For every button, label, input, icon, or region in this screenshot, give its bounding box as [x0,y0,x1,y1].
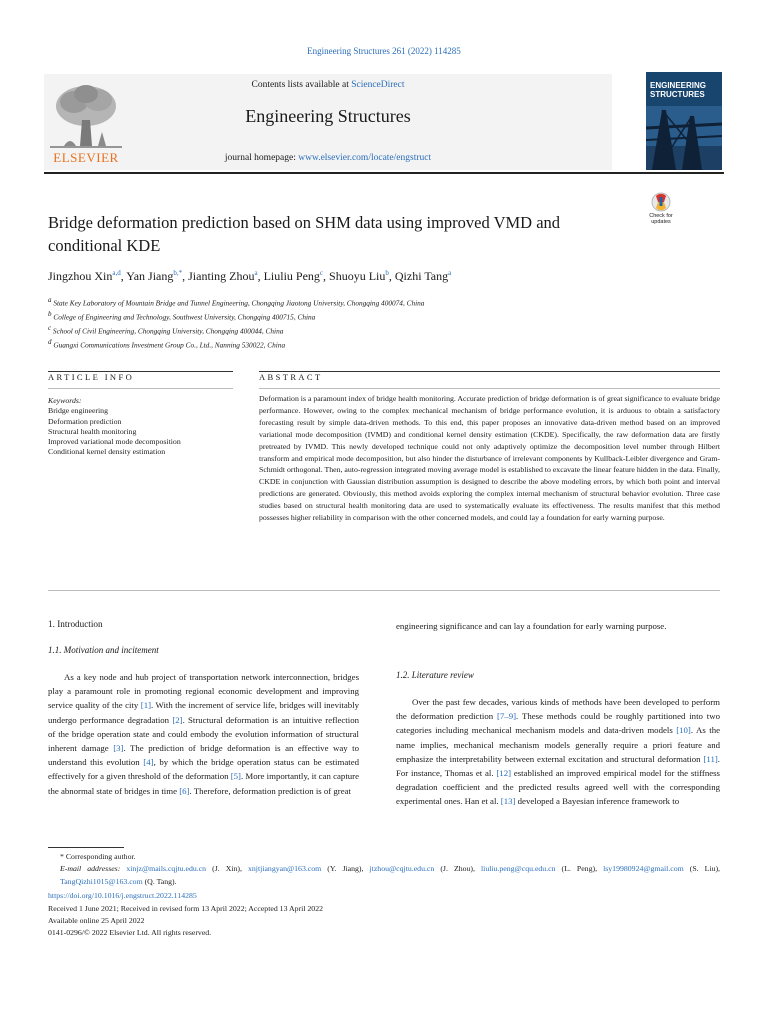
author-affiliation-mark[interactable]: c [319,269,324,277]
paragraph-text: . For instance, Thomas et al. [396,753,720,779]
copyright-line: 0141-0296/© 2022 Elsevier Ltd. All rights reserved. [48,928,212,938]
paragraph-text: . Therefore, deformation prediction is of great [189,785,351,796]
paragraph-text: . The prediction of bridge deformation is an effective way to understand this evolution [48,743,359,768]
intro-paragraph-continued: engineering significance and can lay a foundation for early warning purpose. [396,621,667,631]
received-dates: Received 1 June 2021; Received in revised form 13 April 2022; Accepted 13 April 2022 [48,903,323,913]
homepage-link[interactable]: www.elsevier.com/locate/engstruct [298,153,432,163]
affiliation-line [48,323,708,337]
author-affiliation-mark[interactable]: a,d [112,269,121,277]
email-link[interactable]: liuliu.peng@cqu.edu.cn [480,864,556,874]
journal-citation[interactable]: Engineering Structures 261 (2022) 114285 [307,46,461,56]
paper-title: Bridge deformation prediction based on SHM data using improved VMD and conditional KDE [48,213,561,255]
journal-cover-thumbnail[interactable] [646,72,722,170]
homepage-line [44,153,612,163]
keywords-list [48,406,238,457]
author-name: Yan Jiang$^{b,*}$ [126,269,183,283]
paragraph-text: , by which the bridge operation status can be estimated effectively for a given threshold of the deformation [48,757,359,782]
cover-structure-image [646,106,722,170]
sciencedirect-link[interactable]: ScienceDirect [351,80,405,90]
reference-link[interactable]: [4] [143,757,154,768]
affiliation-line [48,295,708,309]
footnote-rule [48,847,124,848]
reference-link[interactable]: [13] [500,796,516,807]
literature-paragraph [396,695,720,809]
author-name: Qizhi Tang$^a$ [394,269,452,283]
affiliation-text: College of Engineering and Technology, Southwest University, Chongqing 400715, China [51,312,316,322]
check-updates-label: Check for updates [649,213,673,225]
affiliation-text: State Key Laboratory of Mountain Bridge and Tunnel Engineering, Chongqing Jiaotong University, Chongqing 400074, China [51,298,425,308]
reference-link[interactable]: [5] [230,771,241,782]
corresponding-author-note: * Corresponding author. [60,852,136,861]
affiliations [48,295,708,351]
email-owner: (J. Xin), [206,864,248,874]
subsection-heading-motivation: 1.1. Motivation and incitement [48,645,159,655]
author-name: Liuliu Peng$^c$ [263,269,324,283]
affiliation-mark: a [48,296,52,304]
subsection-heading-literature: 1.2. Literature review [396,670,474,680]
paragraph-text: . These methods could be roughly partitioned into two categories including mechanical mechanism models and data-driven models [396,711,720,736]
affiliation-line [48,309,708,323]
doi-link[interactable]: https://doi.org/10.1016/j.engstruct.2022.114285 [48,891,197,901]
abstract-text: Deformation is a paramount index of bridge health monitoring. Accurate prediction of bridge deformation is of great significance to evaluate bridge performance. However, owing to the complex mechanical mechanism of bridge performance evolution, it is arduous to obtain a satisfactory forecasting result by simple data-driven methods. To this end, this paper proposes an innovative data-driven method based on an improved variational mode decomposition (IVMD) and conditional kernel density estimation (CKDE). Specifically, the raw deformation data are firstly pretreated by IVMD. This newly developed technique could not only adaptively optimize the decomposition level number through Hilbert transform and empirical mode decomposition, but also hinder the disturbance of irrelevant components by Kullback-Leibler divergence and Gram-Schmidt orthogonal. Then, auto-regression integrated moving average model is established to excavate the linear feature hidden in the data. Finally, CKDE in conjunction with Gaussian distribution assumption is designed to describe the above modeling errors, by which both point and interval predictions are generated. Obviously, this method avoids exploring the complex internal mechanism of structural behavior evolution. Three case studies based on structural health monitoring data are used to systematically evaluate its effectiveness. The results manifest that this method possesses higher reliability in comparison with the other concerned models, and could lay a foundation for early warning purpose. [259,394,720,523]
article-info-heading: ARTICLE INFO [48,372,135,382]
email-link[interactable]: jtzhou@cqjtu.edu.cn [369,864,435,874]
footnotes [48,851,720,940]
email-link[interactable]: xinjz@mails.cqjtu.edu.cn [126,864,207,874]
available-online: Available online 25 April 2022 [48,916,145,926]
affiliation-mark: c [48,323,52,332]
email-owner: (J. Zhou), [434,864,481,874]
author-affiliation-mark[interactable]: a [448,269,452,277]
paragraph-text: . With the increment of service life, bridges will inevitably undergo performance degradation [48,700,360,725]
paragraph-text: . Structural deformation is an intuitive reflection of the bridge operation state and could embody the evolution information of structural inherent damage [48,714,359,754]
reference-link[interactable]: [11] [703,753,718,764]
homepage-prefix: journal homepage: [224,153,299,163]
contents-line [44,80,612,90]
affiliation-text: Guangxi Communications Investment Group Co., Ltd., Nanning 530022, China [51,340,286,350]
email-label: E-mail addresses: [60,864,127,874]
reference-link[interactable]: [12] [496,768,512,779]
check-updates-icon [651,192,671,212]
email-owner: (Y. Jiang), [321,864,370,874]
keywords-block [48,396,238,458]
affiliation-mark: d [48,337,52,346]
author-affiliation-mark[interactable]: b [385,269,389,277]
elsevier-tree-logo [46,80,126,152]
abstract-bottom-rule [48,590,720,591]
paragraph-text: . As the name implies, mechanical mechanism models generally require a priori feature and emphasize the interpretability between external excitation and structural deformation [396,725,721,764]
header-rule [44,172,724,174]
reference-link[interactable]: [3] [113,743,124,754]
contents-prefix: Contents lists available at [251,80,352,90]
author-name: Shuoyu Liu$^b$ [329,269,389,283]
email-link[interactable]: lsy19980924@gmail.com [603,864,684,874]
email-link[interactable]: TangQizhi1015@163.com [60,876,143,886]
elsevier-wordmark: ELSEVIER [53,150,119,165]
keyword-item: Deformation prediction [48,416,122,426]
abstract-heading: ABSTRACT [259,372,323,382]
author-name: Jianting Zhou$^a$ [188,269,258,283]
author-affiliation-mark[interactable]: a [254,269,258,277]
affiliation-line [48,337,708,351]
keyword-item: Conditional kernel density estimation [48,447,166,457]
email-owner: (S. Liu), [683,864,721,874]
journal-name: Engineering Structures [245,106,411,126]
reference-link[interactable]: [6] [179,785,190,796]
paragraph-text: As a key node and hub project of transportation network interconnection, bridges play a paramount role in promoting regional economic development and improving service quality of the city [48,672,359,711]
keywords-label: Keywords: [48,396,82,405]
cover-title: ENGINEERING STRUCTURES [650,81,707,99]
author-affiliation-mark[interactable]: b,* [173,269,183,277]
abstract-rule [259,371,720,372]
paragraph-text: established an improved empirical model for the stiffness degradation coefficient and the predicted results agreed well with the corresponding experimental ones. Han et al. [396,768,720,807]
reference-link[interactable]: [1] [140,700,152,711]
paragraph-text: . More importantly, it can capture the abnormal state of bridges in time [48,771,359,796]
keyword-item: Bridge engineering [48,406,108,416]
reference-link[interactable]: [10] [676,725,691,736]
email-addresses [48,863,720,888]
email-owner: (Q. Tang). [142,876,177,886]
keyword-item: Improved variational mode decomposition [48,437,181,447]
abstract-divider [259,388,720,389]
section-heading-introduction: 1. Introduction [48,619,103,629]
keyword-item: Structural health monitoring [48,426,137,436]
affiliation-mark: b [48,309,52,318]
email-owner: (L. Peng), [555,864,604,874]
keywords-divider [48,388,233,389]
paragraph-text: developed a Bayesian inference framework to [515,796,680,807]
reference-link[interactable]: [2] [172,714,183,725]
email-link[interactable]: xnjtjiangyan@163.com [248,864,322,874]
check-for-updates-badge[interactable] [646,192,676,230]
author-name: Jingzhou Xin$^{a,d}$ [48,269,121,283]
intro-paragraph-left [48,670,359,798]
paragraph-text: Over the past few decades, various kinds of methods have been developed to perform the deformation prediction [396,697,720,722]
reference-link[interactable]: [7–9] [496,711,517,722]
affiliation-text: School of Civil Engineering, Chongqing University, Chongqing 400044, China [51,326,284,336]
author-list: Jingzhou Xin$^{a,d}$, Yan Jiang$^{b,*}$, Jianting Zhou$^a$, Liuliu Peng$^c$, Shuoyu Liu$^b$, Qizhi Tang$^a$ [48,269,452,283]
